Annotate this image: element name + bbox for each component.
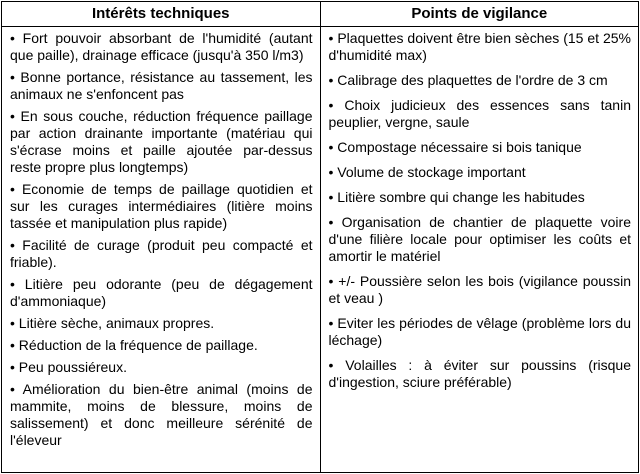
column-interets-techniques	[2, 2, 321, 472]
list-item: • Litière sèche, animaux propres.	[10, 315, 215, 331]
bullet-marker: •	[10, 181, 15, 197]
bullet-marker: •	[328, 164, 334, 180]
bullet-marker: •	[328, 214, 334, 230]
list-item: • Organisation de chantier de plaquette voire d'une filière locale pour optimiser les coûts et amortir le matériel	[328, 214, 631, 264]
bullet-marker: •	[328, 189, 334, 205]
bullet-marker: •	[328, 357, 334, 373]
comparison-table	[1, 1, 639, 473]
list-item: • Eviter les périodes de vêlage (problème lors du léchage)	[328, 315, 631, 348]
bullet-marker: •	[10, 108, 15, 124]
bullet-marker: •	[10, 276, 15, 292]
list-item: • Fort pouvoir absorbant de l'humidité (autant que paille), drainage efficace (jusqu'à 350 l/m3)	[10, 30, 313, 63]
list-item: • Choix judicieux des essences sans tanin peuplier, vergne, saule	[328, 97, 631, 130]
list-item: • Facilité de curage (produit peu compacté et friable).	[10, 237, 313, 270]
bullet-marker: •	[10, 337, 15, 353]
list-item: • Volume de stockage important	[328, 164, 526, 180]
list-item: • Litière peu odorante (peu de dégagement d'ammoniaque)	[10, 276, 313, 309]
list-item: • +/- Poussière selon les bois (vigilance poussin et veau )	[328, 273, 631, 306]
list-item: • Litière sombre qui change les habitudes	[328, 189, 585, 205]
list-item: • Economie de temps de paillage quotidien et sur les curages intermédiaires (litière moins tassée et manipulation plus rapide)	[10, 181, 313, 231]
list-item: • Calibrage des plaquettes de l'ordre de 3 cm	[328, 72, 608, 88]
list-item: • Bonne portance, résistance au tassement, les animaux ne s'enfoncent pas	[10, 69, 313, 102]
bullet-marker: •	[328, 315, 334, 331]
list-item: • Peu poussiéreux.	[10, 359, 127, 375]
bullet-marker: •	[328, 72, 334, 88]
list-item: • Volailles : à éviter sur poussins (risque d'ingestion, sciure préférable)	[328, 357, 631, 390]
bullet-marker: •	[328, 97, 334, 113]
bullet-marker: •	[10, 381, 15, 397]
bullet-marker: •	[10, 359, 15, 375]
bullet-marker: •	[10, 237, 15, 253]
bullet-marker: •	[10, 30, 15, 46]
column-body-interets-techniques	[2, 27, 320, 472]
list-item: • Compostage nécessaire si bois tanique	[328, 139, 582, 155]
list-item: • Plaquettes doivent être bien sèches (15 et 25% d'humidité max)	[328, 30, 631, 63]
bullet-marker: •	[328, 273, 334, 289]
column-header-points-de-vigilance: Points de vigilance	[321, 2, 639, 27]
bullet-marker: •	[10, 69, 15, 85]
column-body-points-de-vigilance	[321, 27, 639, 472]
list-item: • Réduction de la fréquence de paillage.	[10, 337, 258, 353]
bullet-marker: •	[328, 30, 334, 46]
bullet-marker: •	[328, 139, 334, 155]
column-points-de-vigilance	[321, 2, 639, 472]
column-header-interets-techniques: Intérêts techniques	[2, 2, 320, 27]
list-item: • Amélioration du bien-être animal (moins de mammite, moins de blessure, moins de salissement) et donc meilleure sérénité de l'éleveur	[10, 381, 313, 448]
list-item: • En sous couche, réduction fréquence paillage par action drainante importante (matériau qui s'écrase moins et paille ajoutée par-dessus reste propre plus longtemps)	[10, 108, 313, 175]
bullet-marker: •	[10, 315, 15, 331]
